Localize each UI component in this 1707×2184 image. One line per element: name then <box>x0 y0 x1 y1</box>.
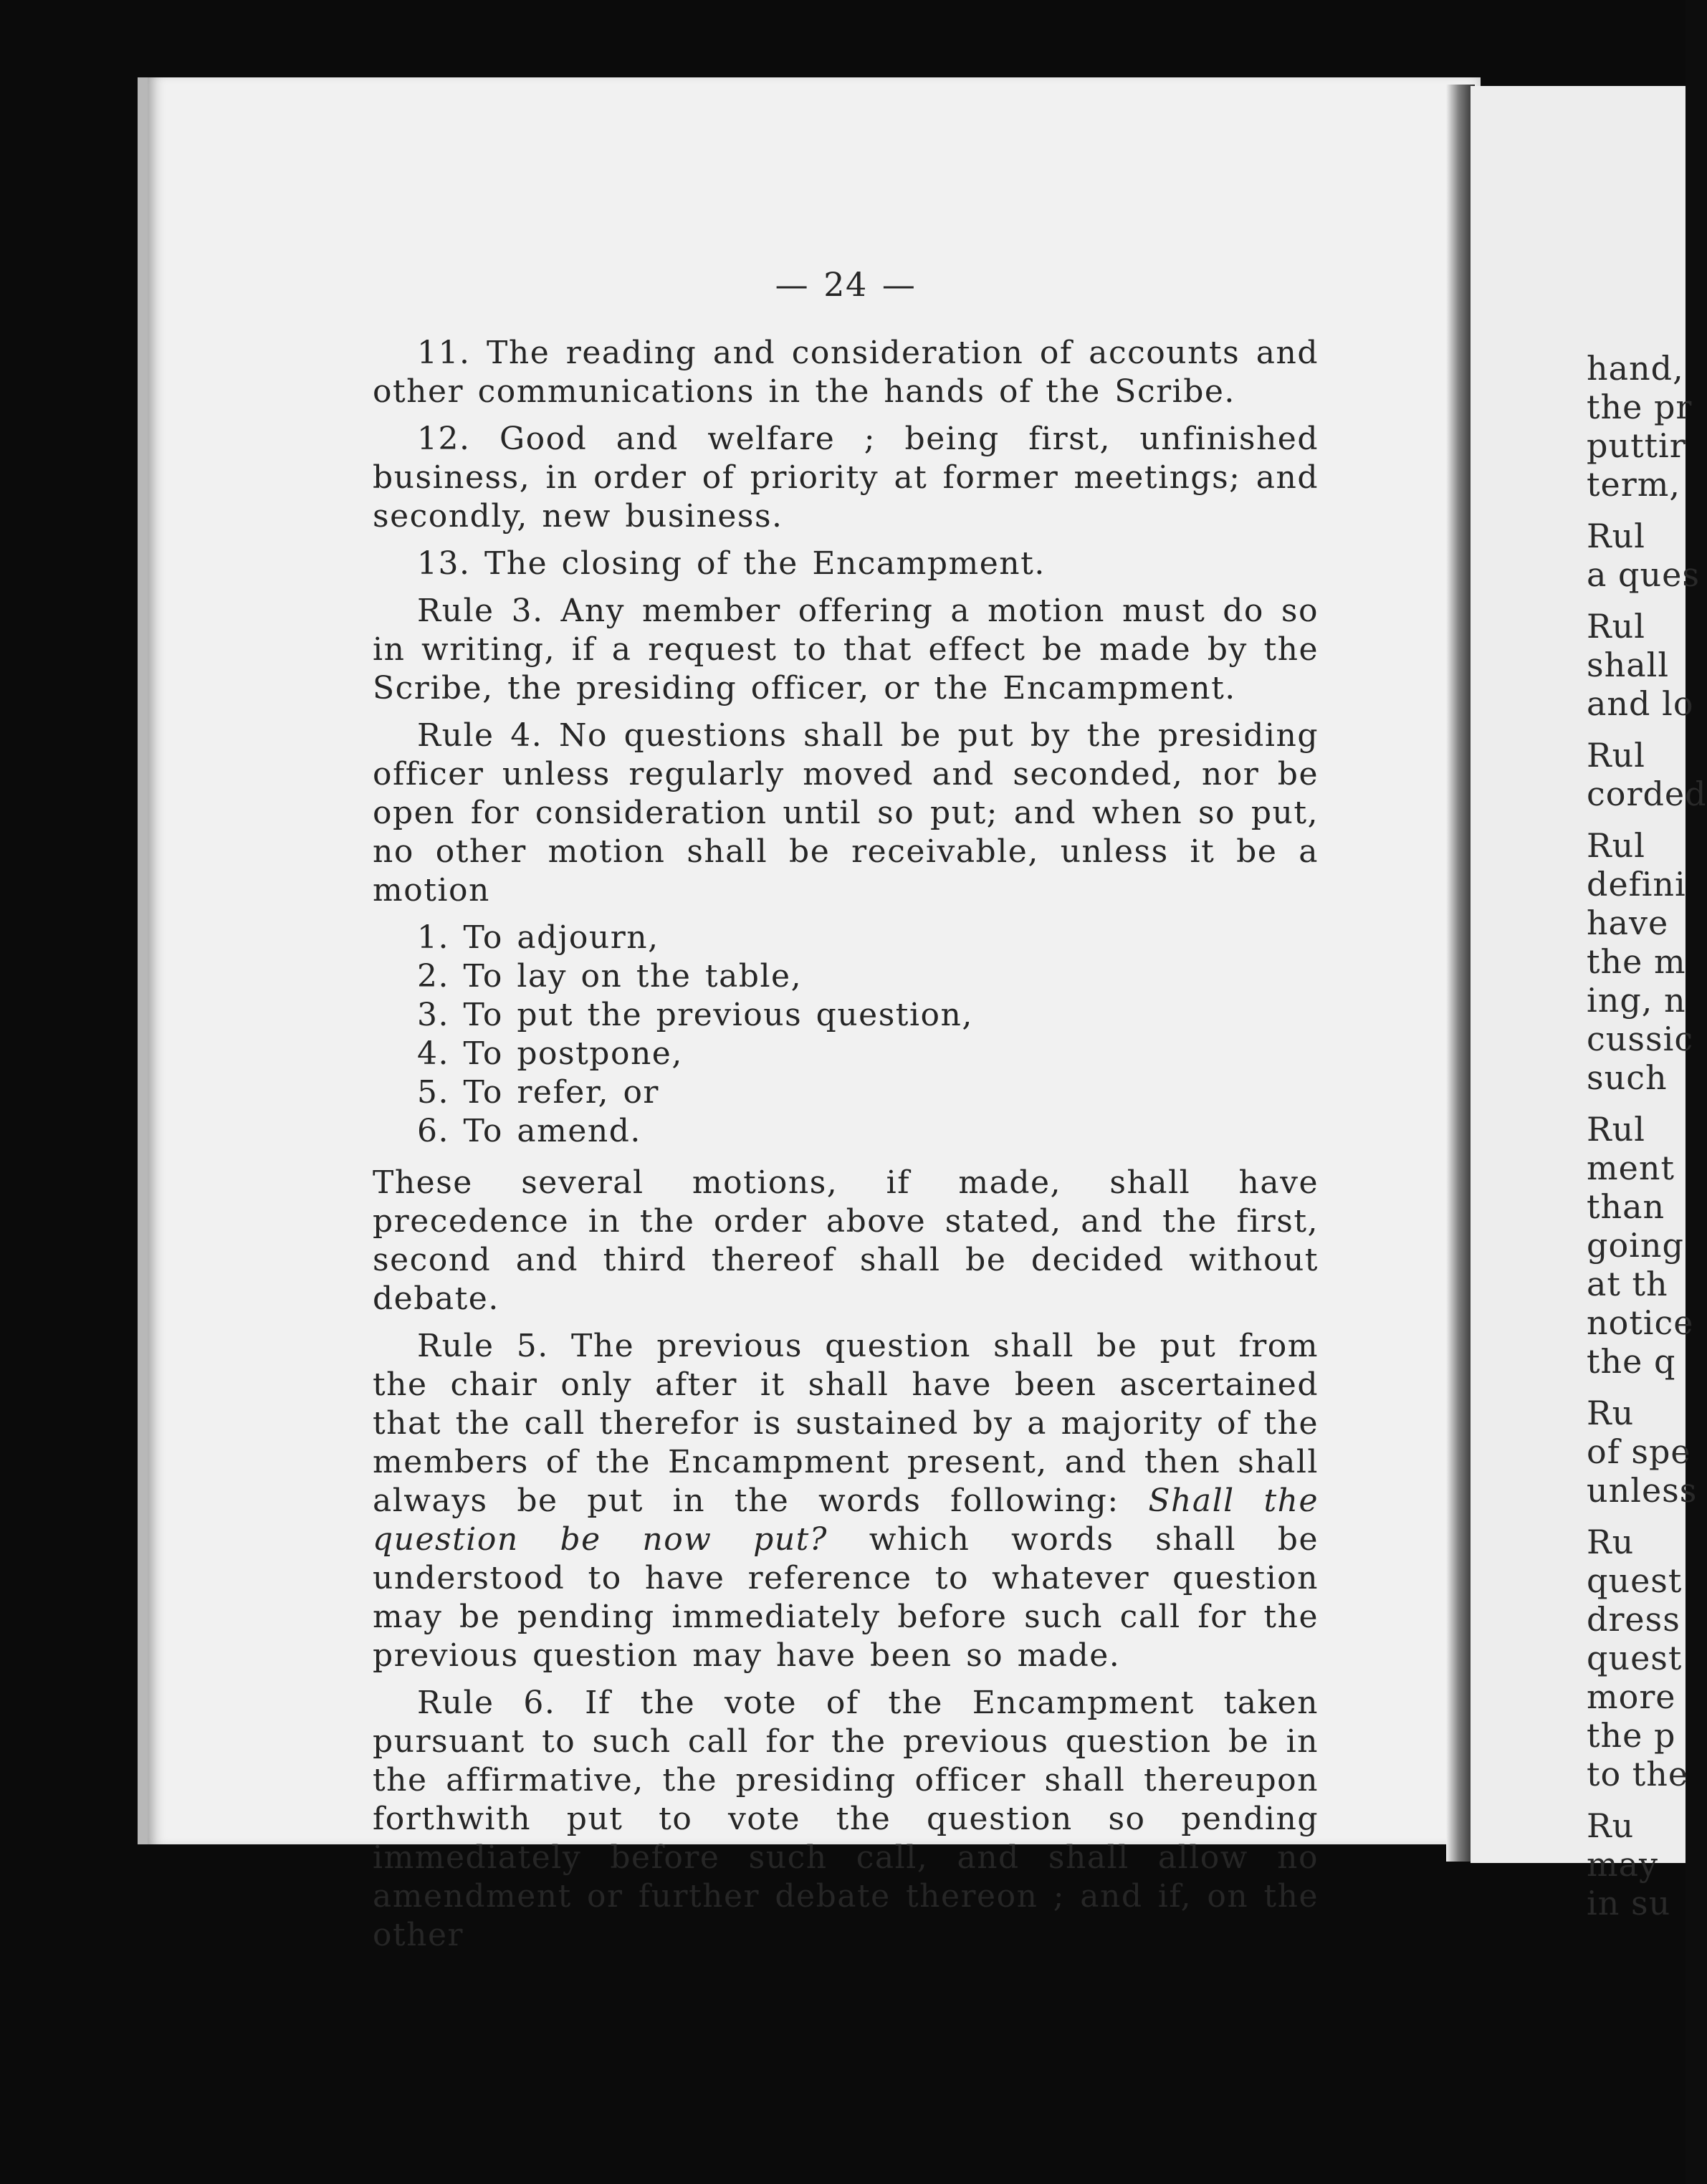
right-page-line: than <box>1587 1187 1665 1226</box>
motion-item: 5. To refer, or <box>417 1074 659 1111</box>
right-page-line: Rul <box>1587 826 1645 865</box>
paragraph-11: 11. The reading and consideration of accounts and other communications in the hands of the Scribe. <box>373 335 1319 410</box>
right-page-line: such <box>1587 1058 1668 1097</box>
right-page-line: Rul <box>1587 736 1645 775</box>
right-page-line: have <box>1587 904 1669 942</box>
right-page-line: corded <box>1587 775 1707 813</box>
right-page-line: quest <box>1587 1561 1683 1600</box>
right-page-line: Ru <box>1587 1523 1635 1561</box>
paragraph-gap <box>1587 594 1686 607</box>
right-page-line: cussic <box>1587 1020 1694 1058</box>
page-number: — 24 — <box>775 265 917 304</box>
right-page-line: in su <box>1587 1884 1671 1922</box>
right-page-line: Rul <box>1587 1110 1645 1149</box>
motion-item: 4. To postpone, <box>417 1035 683 1072</box>
motion-item: 1. To adjourn, <box>417 919 659 956</box>
right-page-line: the m <box>1587 942 1686 981</box>
right-page-line: a ques <box>1587 555 1700 594</box>
rule-5-text-end: which words shall be understood to have reference to whatever question may be pending immediately before such call for the previous question may have been so made. <box>373 1521 1319 1674</box>
right-page-line: and lo <box>1587 684 1694 723</box>
paragraph-13: 13. The closing of the Encampment. <box>417 545 1046 582</box>
right-page-line: at th <box>1587 1265 1668 1303</box>
motion-item: 3. To put the previous question, <box>417 997 973 1033</box>
right-page-line: defini <box>1587 865 1686 904</box>
paragraph-gap <box>1587 1097 1686 1110</box>
right-page-line: hand, <box>1587 349 1684 388</box>
rule-6: Rule 6. If the vote of the Encampment taken pursuant to such call for the previous question be in the affirmative, the presiding officer shall thereupon forthwith put to vote the question so pending immediately before such call, and shall allow no amendment or further debate thereon ; and if, on the other <box>373 1685 1319 1953</box>
paragraph-gap <box>1587 504 1686 517</box>
rule-5-text: Rule 5. The previous question shall be put from the chair only after it shall have been ascertained that the call therefor is sustained by a majority of the members of the Encampment present, and then shall always be put in the words following: <box>373 1328 1319 1519</box>
motions-precedence-paragraph: These several motions, if made, shall have precedence in the order above stated, and the first, second and third thereof shall be decided without debate. <box>373 1164 1319 1317</box>
right-page-line: Rul <box>1587 517 1645 555</box>
right-page-line: quest <box>1587 1639 1683 1677</box>
right-page-line: puttir <box>1587 426 1686 465</box>
paragraph-gap <box>1587 1793 1686 1806</box>
right-page-text-fragments <box>1587 349 1707 1954</box>
right-page-line: term, <box>1587 465 1680 504</box>
right-page-line: Ru <box>1587 1806 1635 1845</box>
right-page-line: dress <box>1587 1600 1680 1639</box>
paragraph-gap <box>1587 723 1686 736</box>
right-page-line: unless <box>1587 1471 1698 1510</box>
paragraph-gap <box>1587 813 1686 826</box>
right-page-line: Rul <box>1587 607 1645 646</box>
rule-5 <box>373 1327 1319 1675</box>
paragraph-12: 12. Good and welfare ; being first, unfinished business, in order of priority at former meetings; and secondly, new business. <box>373 421 1319 535</box>
right-page-line: may <box>1587 1845 1659 1884</box>
right-page-line: going <box>1587 1226 1684 1265</box>
right-page-line: notice <box>1587 1303 1694 1342</box>
paragraph-gap <box>1587 1381 1686 1394</box>
paragraph-gap <box>1587 1510 1686 1523</box>
right-page-line: to the <box>1587 1755 1689 1793</box>
rule-4: Rule 4. No questions shall be put by the presiding officer unless regularly moved and seconded, nor be open for consideration until so put; and when so put, no other motion shall be receivable, unless it be a motion <box>373 717 1319 909</box>
motion-item: 2. To lay on the table, <box>417 958 803 995</box>
motion-list <box>373 919 1319 1151</box>
right-page-line: more <box>1587 1677 1676 1716</box>
left-page-text <box>373 265 1319 1963</box>
motion-item: 6. To amend. <box>417 1113 641 1149</box>
right-page-line: of spe <box>1587 1432 1691 1471</box>
rule-3: Rule 3. Any member offering a motion must do so in writing, if a request to that effect be made by the Scribe, the presiding officer, or the Encampment. <box>373 593 1319 707</box>
right-page-line: ment <box>1587 1149 1675 1187</box>
right-page-line: the p <box>1587 1716 1676 1755</box>
right-page-line: the pr <box>1587 388 1693 426</box>
right-page-line: shall <box>1587 646 1670 684</box>
right-page-line: the q <box>1587 1342 1676 1381</box>
right-page-line: Ru <box>1587 1394 1635 1432</box>
rule-5-question: Shall the question be now put? <box>373 1483 1319 1558</box>
right-page-line: ing, n <box>1587 981 1686 1020</box>
